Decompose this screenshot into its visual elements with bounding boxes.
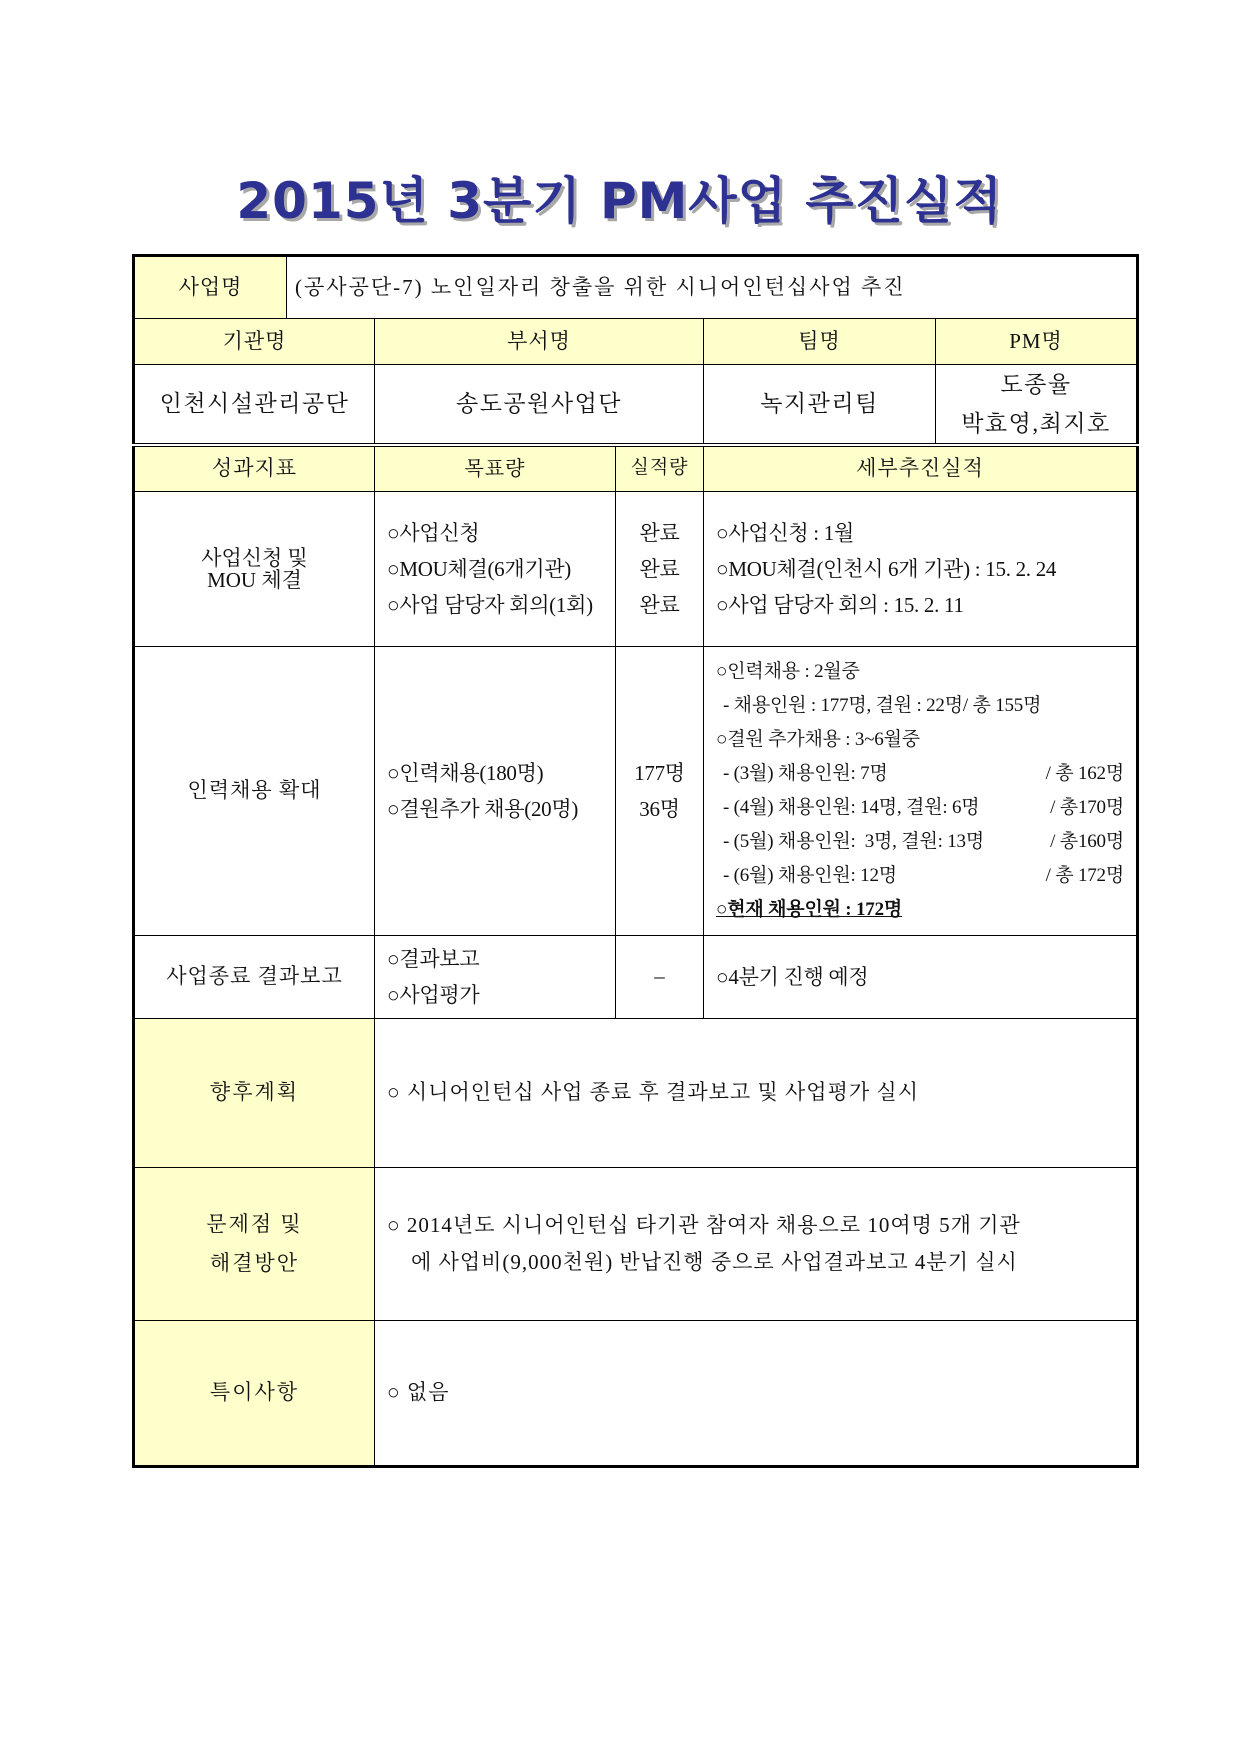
- indicator-cell: [134, 491, 375, 646]
- result-cell: [616, 491, 704, 646]
- dept-value: 송도공원사업단: [375, 365, 704, 446]
- target-cell: [375, 491, 616, 646]
- notes-label: 특이사항: [134, 1320, 375, 1466]
- org-value: 인천시설관리공단: [134, 365, 375, 446]
- pm-name-line: 박효영,최지호: [961, 411, 1111, 436]
- monthly-hire-total: / 총 172명: [1045, 864, 1125, 886]
- target-cell: [375, 646, 616, 935]
- notes-row: [134, 1320, 1138, 1466]
- issues-label-line: 해결방안: [209, 1250, 300, 1275]
- monthly-hire-text: - (5월) 채용인원: 3명, 결원: 13명: [723, 830, 984, 852]
- plan-row: [134, 1018, 1138, 1167]
- team-value: 녹지관리팀: [704, 365, 936, 446]
- report-table: [132, 254, 1139, 1468]
- result-item: 완료: [639, 556, 680, 581]
- details-item: - 채용인원 : 177명, 결원 : 22명/ 총 155명: [723, 694, 1042, 716]
- document-title: 2015년 3분기 PM사업 추진실적: [236, 172, 1003, 230]
- monthly-hire-text: - (3월) 채용인원: 7명: [723, 762, 888, 784]
- notes-value: ○ 없음: [375, 1320, 1138, 1466]
- monthly-hire-line: [716, 757, 1124, 791]
- indicator-cell: 사업종료 결과보고: [134, 935, 375, 1018]
- indicator-row-closing: [134, 935, 1138, 1018]
- details-item: ○인력채용 : 2월중: [716, 660, 860, 682]
- current-hire-summary: [716, 893, 1124, 927]
- target-item: ○결원추가 채용(20명): [387, 796, 579, 821]
- target-item: ○MOU체결(6개기관): [387, 556, 572, 581]
- issues-label: [134, 1167, 375, 1320]
- plan-label: 향후계획: [134, 1018, 375, 1167]
- indicator-line: MOU 체결: [207, 567, 302, 592]
- pm-header: PM명: [936, 319, 1138, 365]
- result-cell: [616, 646, 704, 935]
- details-item: ○4분기 진행 예정: [716, 964, 869, 989]
- issues-label-line: 문제점 및: [206, 1211, 303, 1236]
- monthly-hire-line: [716, 825, 1124, 859]
- target-header: 목표량: [375, 445, 616, 491]
- pm-value: [936, 365, 1138, 446]
- indicator-row-hiring: [134, 646, 1138, 935]
- issues-row: [134, 1167, 1138, 1320]
- target-item: ○결과보고: [387, 946, 480, 971]
- result-header: 실적량: [616, 445, 704, 491]
- details-item: ○사업신청 : 1월: [716, 520, 854, 545]
- org-header: 기관명: [134, 319, 375, 365]
- details-item: ○MOU체결(인천시 6개 기관) : 15. 2. 24: [716, 556, 1057, 581]
- issues-text-line: ○ 2014년도 시니어인턴십 타기관 참여자 채용으로 10여명 5개 기관: [387, 1212, 1021, 1237]
- issues-value: [375, 1167, 1138, 1320]
- target-item: ○인력채용(180명): [387, 760, 544, 785]
- details-cell: [704, 491, 1138, 646]
- target-item: ○사업신청: [387, 520, 480, 545]
- result-item: 177명: [634, 760, 685, 785]
- indicator-row-application: [134, 491, 1138, 646]
- result-item: 완료: [639, 520, 680, 545]
- performance-header-row: [134, 445, 1138, 491]
- monthly-hire-line: [716, 859, 1124, 893]
- target-cell: [375, 935, 616, 1018]
- monthly-hire-text: - (6월) 채용인원: 12명: [723, 864, 897, 886]
- plan-value: ○ 시니어인턴십 사업 종료 후 결과보고 및 사업평가 실시: [375, 1018, 1138, 1167]
- monthly-hire-line: [716, 791, 1124, 825]
- info-value-row: [134, 365, 1138, 446]
- issues-text-line: 에 사업비(9,000천원) 반납진행 중으로 사업결과보고 4분기 실시: [411, 1249, 1018, 1274]
- monthly-hire-total: / 총160명: [1050, 830, 1125, 852]
- project-name: (공사공단-7) 노인일자리 창출을 위한 시니어인턴십사업 추진: [287, 256, 1138, 319]
- monthly-hire-text: - (4월) 채용인원: 14명, 결원: 6명: [723, 796, 980, 818]
- result-item: 36명: [639, 796, 680, 821]
- dept-header: 부서명: [375, 319, 704, 365]
- details-item: ○결원 추가채용 : 3~6월중: [716, 728, 920, 750]
- team-header: 팀명: [704, 319, 936, 365]
- target-item: ○사업평가: [387, 982, 480, 1007]
- indicator-line: 사업신청 및: [201, 545, 308, 570]
- current-hire-text: ○현재 채용인원 : 172명: [716, 898, 903, 920]
- project-row: [134, 256, 1138, 319]
- pm-name-line: 도종율: [1000, 372, 1072, 397]
- monthly-hire-total: / 총 162명: [1045, 762, 1125, 784]
- info-header-row: [134, 319, 1138, 365]
- details-item: ○사업 담당자 회의 : 15. 2. 11: [716, 592, 964, 617]
- details-header: 세부추진실적: [704, 445, 1138, 491]
- details-cell: [704, 646, 1138, 935]
- result-cell: –: [616, 935, 704, 1018]
- project-label: 사업명: [134, 256, 287, 319]
- details-cell: [704, 935, 1138, 1018]
- indicator-cell: 인력채용 확대: [134, 646, 375, 935]
- indicator-header: 성과지표: [134, 445, 375, 491]
- result-item: 완료: [639, 592, 680, 617]
- target-item: ○사업 담당자 회의(1회): [387, 592, 593, 617]
- monthly-hire-total: / 총170명: [1050, 796, 1125, 818]
